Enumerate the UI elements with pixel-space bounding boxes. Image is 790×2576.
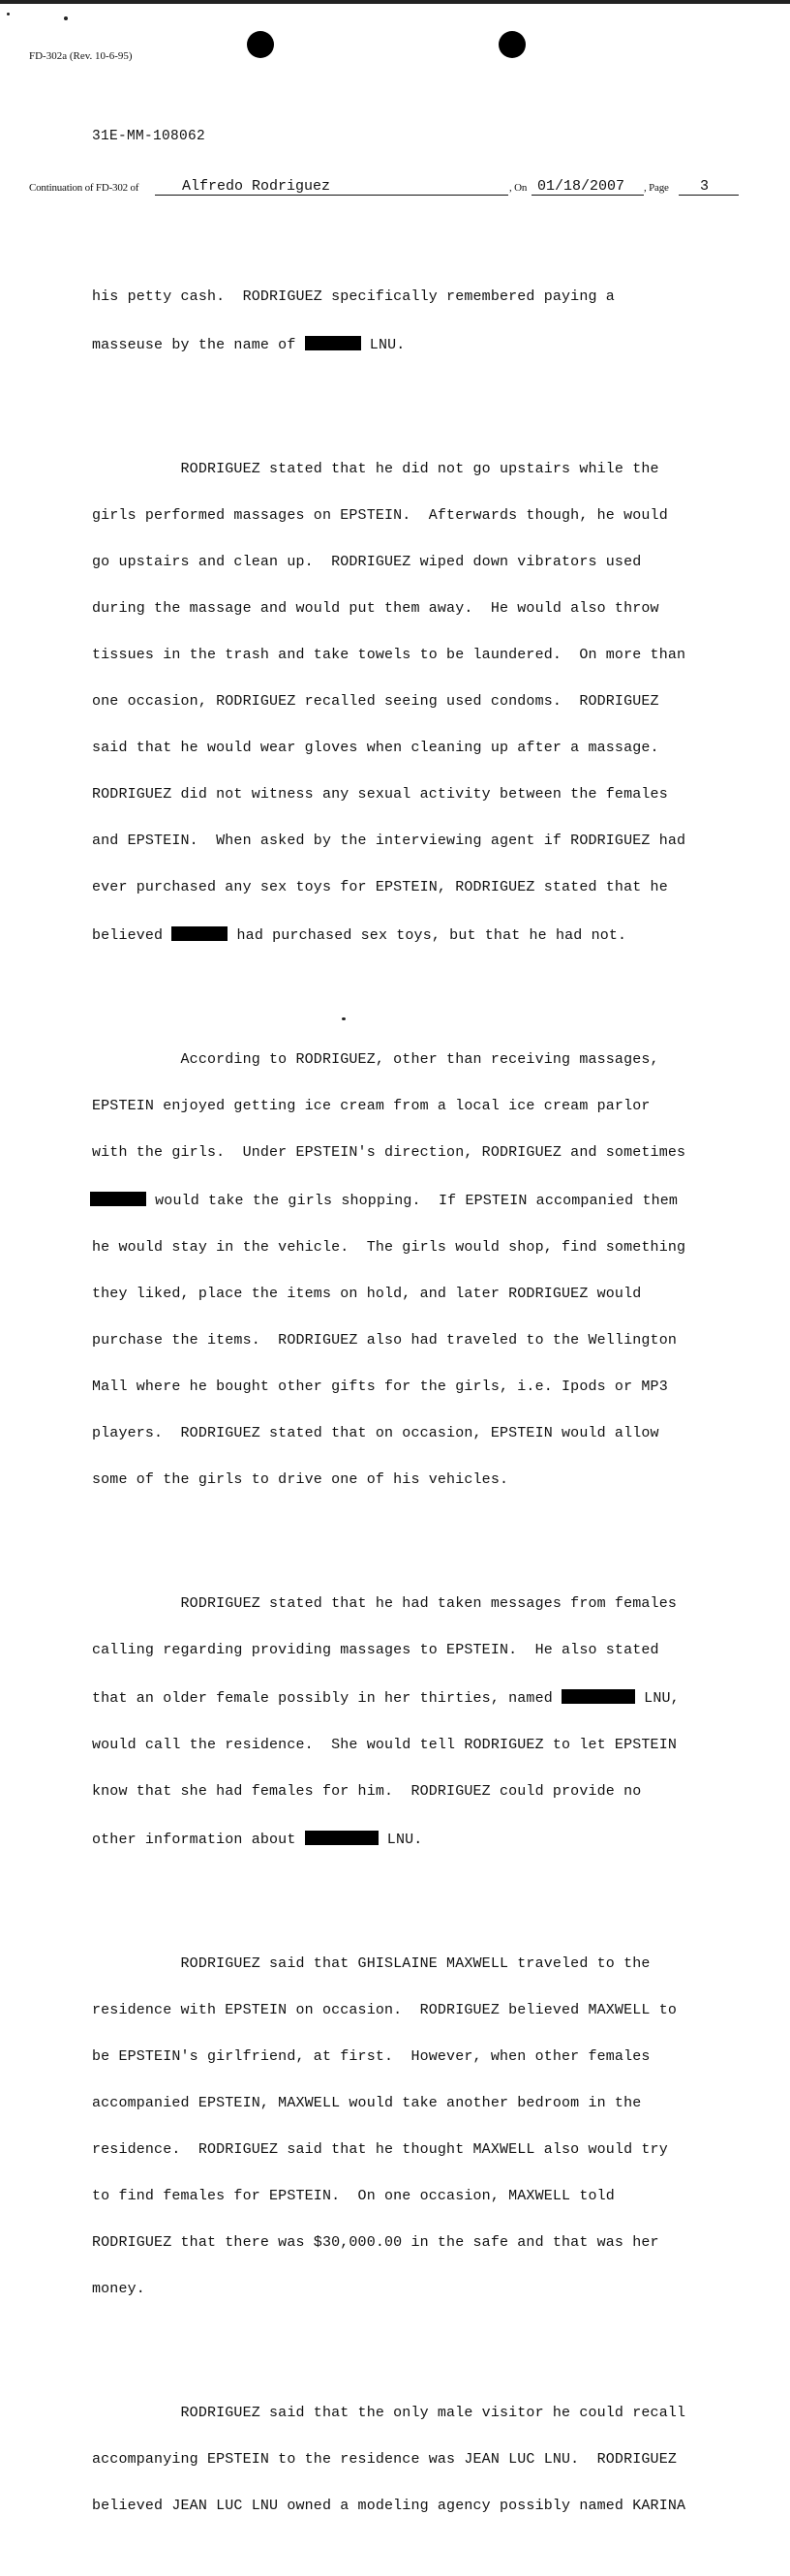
text-line: his petty cash. RODRIGUEZ specifically remembered paying a bbox=[92, 288, 615, 305]
text-line: masseuse by the name of LNU. bbox=[92, 337, 406, 353]
paragraph bbox=[92, 1565, 731, 1879]
text-line: tissues in the trash and take towels to be laundered. On more than bbox=[92, 647, 686, 663]
scan-speck bbox=[64, 16, 68, 20]
top-border bbox=[0, 0, 790, 4]
on-label: , On bbox=[509, 182, 528, 194]
redaction-box bbox=[90, 1192, 146, 1206]
paragraph bbox=[92, 258, 731, 384]
text-line: go upstairs and clean up. RODRIGUEZ wiped down vibrators used bbox=[92, 554, 642, 570]
text-line: RODRIGUEZ stated that he had taken messages from females bbox=[92, 1595, 677, 1612]
text-line: residence. RODRIGUEZ said that he thought MAXWELL also would try bbox=[92, 2141, 668, 2158]
text-line: would take the girls shopping. If EPSTEIN accompanied them bbox=[92, 1192, 731, 1209]
text-line: purchase the items. RODRIGUEZ also had traveled to the Wellington bbox=[92, 1332, 677, 1349]
text-line: RODRIGUEZ that there was $30,000.00 in the safe and that was her bbox=[92, 2234, 659, 2251]
subject-name-field: Alfredo Rodriguez bbox=[155, 179, 508, 196]
text-line: know that she had females for him. RODRIGUEZ could provide no bbox=[92, 1783, 642, 1800]
paragraph bbox=[92, 1021, 731, 1519]
text-line: some of the girls to drive one of his vehicles. bbox=[92, 1471, 509, 1488]
continuation-label: Continuation of FD-302 of bbox=[29, 182, 139, 194]
text-line: EPSTEIN enjoyed getting ice cream from a local ice cream parlor bbox=[92, 1098, 651, 1114]
text-line: RODRIGUEZ said that GHISLAINE MAXWELL traveled to the bbox=[92, 1955, 651, 1972]
scan-speck bbox=[7, 13, 10, 15]
text-line: that an older female possibly in her thirties, named LNU, bbox=[92, 1690, 680, 1707]
text-line: players. RODRIGUEZ stated that on occasion, EPSTEIN would allow bbox=[92, 1425, 659, 1441]
date-field: 01/18/2007 bbox=[532, 179, 644, 196]
redaction-box bbox=[305, 1831, 379, 1845]
text-line: RODRIGUEZ did not witness any sexual activity between the females bbox=[92, 786, 668, 803]
text-line: According to RODRIGUEZ, other than receiving massages, bbox=[92, 1051, 659, 1068]
paragraph bbox=[92, 1925, 731, 2328]
text-line: residence with EPSTEIN on occasion. RODRIGUEZ believed MAXWELL to bbox=[92, 2002, 677, 2018]
text-line: be EPSTEIN's girlfriend, at first. However, when other females bbox=[92, 2048, 651, 2065]
text-line: they liked, place the items on hold, and later RODRIGUEZ would bbox=[92, 1286, 642, 1302]
punch-hole-left bbox=[247, 31, 274, 58]
page-label: , Page bbox=[644, 182, 669, 194]
redaction-box bbox=[562, 1689, 635, 1704]
text-line: said that he would wear gloves when cleaning up after a massage. bbox=[92, 740, 659, 756]
text-line: accompanying EPSTEIN to the residence was JEAN LUC LNU. RODRIGUEZ bbox=[92, 2451, 677, 2468]
text-line: ever purchased any sex toys for EPSTEIN, RODRIGUEZ stated that he bbox=[92, 879, 668, 895]
form-number: FD-302a (Rev. 10-6-95) bbox=[29, 50, 133, 62]
punch-hole-right bbox=[499, 31, 526, 58]
text-line: to find females for EPSTEIN. On one occasion, MAXWELL told bbox=[92, 2188, 615, 2204]
paragraph bbox=[92, 431, 731, 975]
text-line: girls performed massages on EPSTEIN. Afterwards though, he would bbox=[92, 507, 668, 524]
text-line: he would stay in the vehicle. The girls would shop, find something bbox=[92, 1239, 686, 1256]
text-line: other information about LNU. bbox=[92, 1832, 423, 1848]
text-line: Mall where he bought other gifts for the girls, i.e. Ipods or MP3 bbox=[92, 1379, 668, 1395]
text-line: would call the residence. She would tell RODRIGUEZ to let EPSTEIN bbox=[92, 1737, 677, 1753]
redaction-box bbox=[171, 926, 228, 941]
file-number: 31E-MM-108062 bbox=[92, 129, 206, 144]
text-line: calling regarding providing massages to EPSTEIN. He also stated bbox=[92, 1642, 659, 1658]
text-line: accompanied EPSTEIN, MAXWELL would take another bedroom in the bbox=[92, 2095, 642, 2111]
text-line: RODRIGUEZ stated that he did not go upstairs while the bbox=[92, 461, 659, 477]
redaction-box bbox=[305, 336, 361, 350]
text-line: believed JEAN LUC LNU owned a modeling agency possibly named KARINA bbox=[92, 2498, 686, 2514]
text-line: believed had purchased sex toys, but that he had not. bbox=[92, 927, 627, 944]
text-line: RODRIGUEZ said that the only male visitor he could recall bbox=[92, 2405, 686, 2421]
text-line: during the massage and would put them away. He would also throw bbox=[92, 600, 659, 617]
text-line: money. bbox=[92, 2281, 145, 2297]
scan-speck bbox=[342, 1017, 346, 1020]
document-body bbox=[92, 227, 731, 2576]
paragraph bbox=[92, 2375, 731, 2545]
text-line: with the girls. Under EPSTEIN's direction, RODRIGUEZ and sometimes bbox=[92, 1144, 686, 1161]
text-line: and EPSTEIN. When asked by the interviewing agent if RODRIGUEZ had bbox=[92, 833, 686, 849]
page-number-field: 3 bbox=[679, 179, 739, 196]
text-line: one occasion, RODRIGUEZ recalled seeing used condoms. RODRIGUEZ bbox=[92, 693, 659, 710]
